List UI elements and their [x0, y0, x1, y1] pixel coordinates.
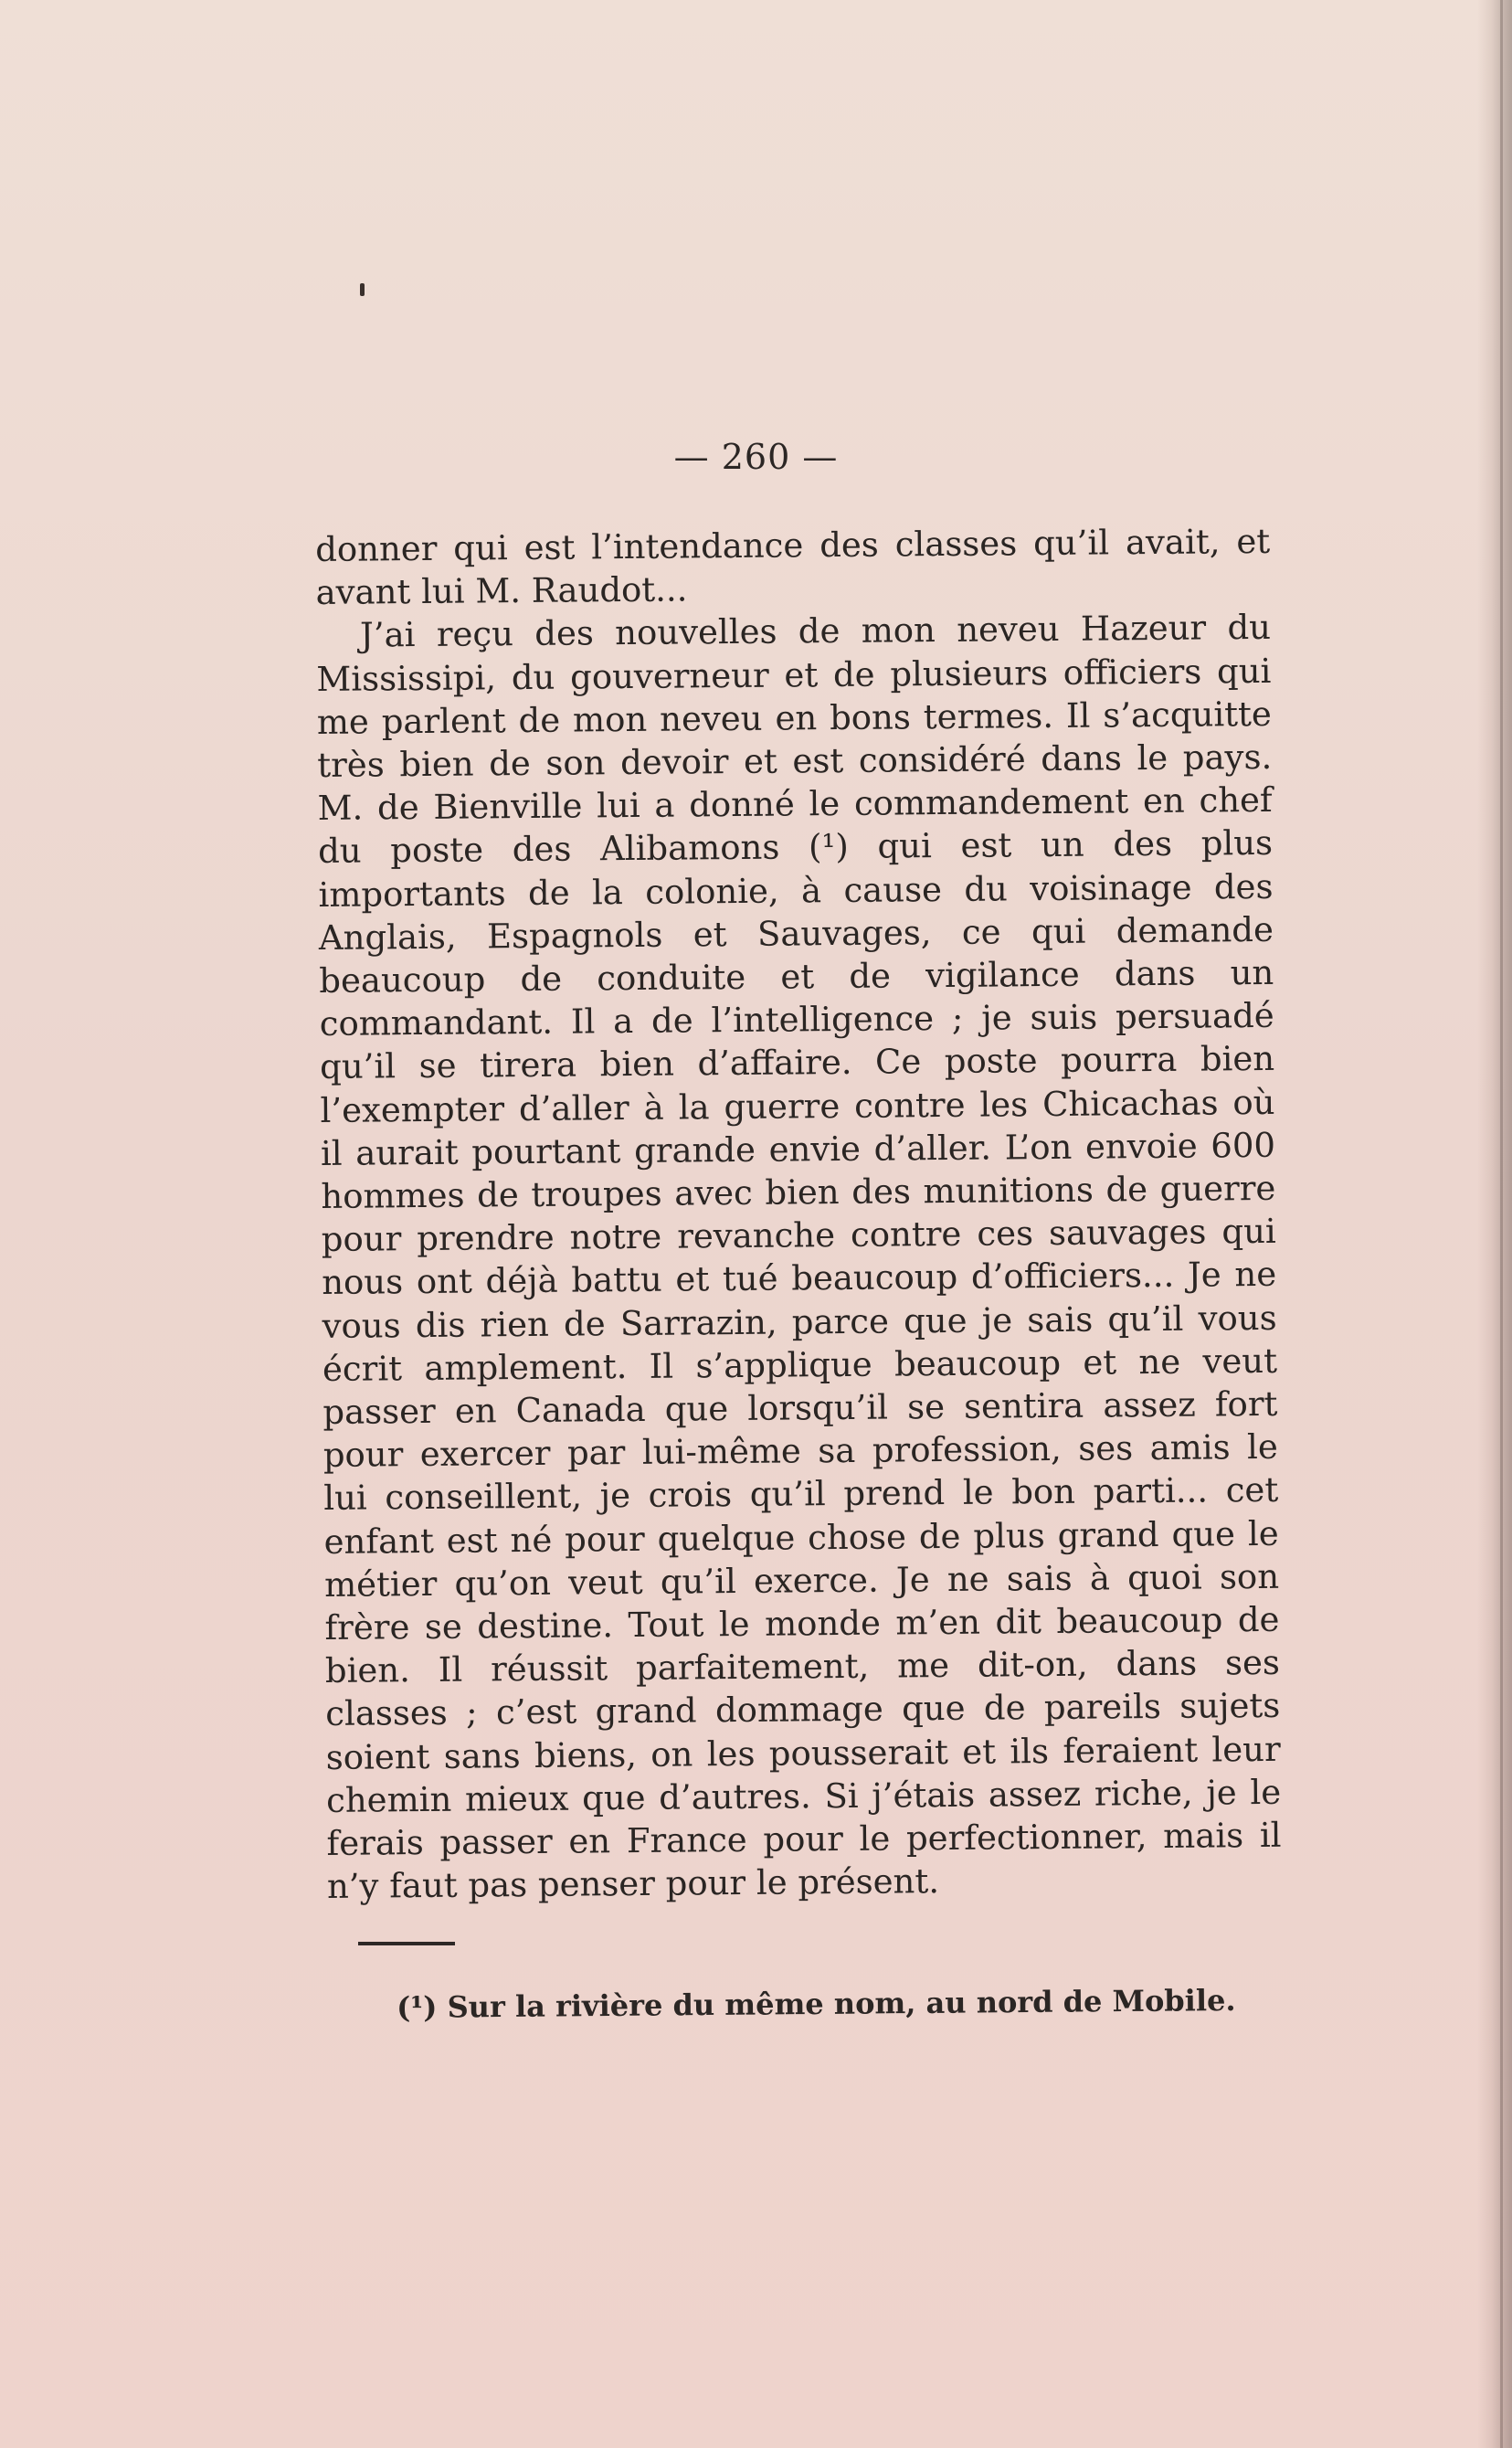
- page-number: — 260 —: [673, 437, 839, 477]
- ink-speck: [360, 283, 365, 296]
- paragraph-letter: J’ai reçu des nouvelles de mon neveu Hazeur du Mississipi, du gouverneur et de plusieurs officiers qui me parlent de mon neveu en bons termes. Il s’acquitte très bien de son devoir et est considéré dans le pays. M. de Bienville lui a donné le commandement en chef du poste des Alibamons (¹) qui est un des plus importants de la colonie, à cause du voisinage des Anglais, Espagnols et Sauvages, ce qui demande beaucoup de conduite et de vigilance dans un commandant. Il a de l’intelligence ; je suis persuadé qu’il se tirera bien d’affaire. Ce poste pourra bien l’exempter d’aller à la guerre contre les Chicachas où il aurait pourtant grande envie d’aller. L’on envoie 600 hommes de troupes avec bien des munitions de guerre pour prendre notre revanche contre ces sauvages qui nous ont déjà battu et tué beaucoup d’officiers... Je ne vous dis rien de Sarrazin, parce que je sais qu’il vous écrit amplement. Il s’applique beaucoup et ne veut passer en Canada que lorsqu’il se sentira assez fort pour exercer par lui-même sa profession, ses amis le lui conseillent, je crois qu’il prend le bon parti... cet enfant est né pour quelque chose de plus grand que le métier qu’on veut qu’il exerce. Je ne sais à quoi son frère se destine. Tout le monde m’en dit beaucoup de bien. Il réussit parfaitement, me dit-on, dans ses classes ; c’est grand dommage que de pareils sujets soient sans biens, on les pousserait et ils feraient leur chemin mieux que d’autres. Si j’étais assez riche, je le ferais passer en France pour le perfectionner, mais il n’y faut pas penser pour le présent.: [316, 608, 1282, 1907]
- footnote: (¹) Sur la rivière du même nom, au nord de Mobile.: [397, 1982, 1236, 2025]
- page-edge-shadow: [1477, 0, 1512, 2448]
- footnote-separator: [358, 1942, 455, 1945]
- body-text: [315, 520, 1282, 1909]
- paragraph-continuation: donner qui est l’intendance des classes qu’il avait, et avant lui M. Raudot...: [315, 521, 1271, 613]
